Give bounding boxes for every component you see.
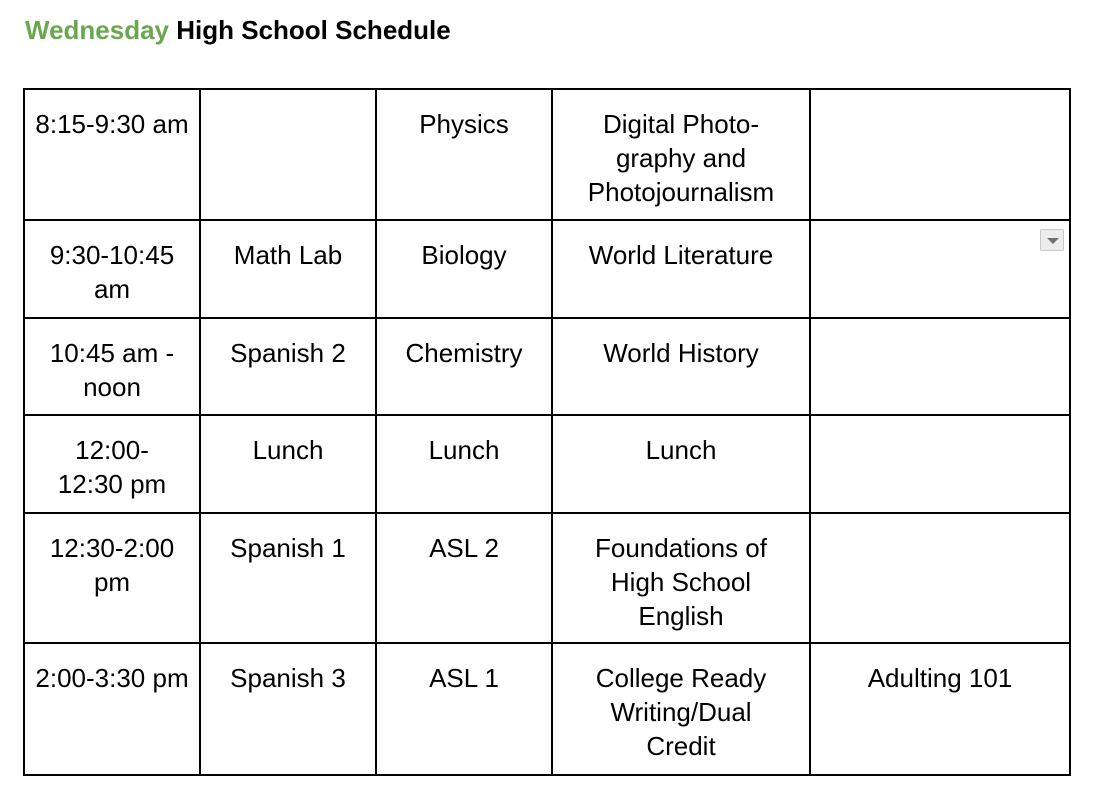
table-cell[interactable]: World Literature — [552, 220, 810, 318]
table-cell[interactable]: Biology — [376, 220, 552, 318]
chevron-down-icon[interactable] — [1040, 229, 1064, 251]
table-cell[interactable]: Digital Photo-graphy and Photojournalism — [552, 89, 810, 220]
time-cell[interactable]: 8:15-9:30 am — [24, 89, 200, 220]
table-cell[interactable]: ASL 2 — [376, 513, 552, 643]
time-cell[interactable]: 10:45 am - noon — [24, 318, 200, 415]
table-row — [24, 643, 1070, 775]
table-cell[interactable]: ASL 1 — [376, 643, 552, 775]
table-cell[interactable]: Lunch — [552, 415, 810, 513]
table-cell-with-dropdown[interactable] — [810, 220, 1070, 318]
table-cell[interactable]: Lunch — [200, 415, 376, 513]
time-cell[interactable]: 9:30-10:45 am — [24, 220, 200, 318]
time-cell[interactable]: 12:00-12:30 pm — [24, 415, 200, 513]
table-cell[interactable] — [810, 318, 1070, 415]
table-cell[interactable]: Adulting 101 — [810, 643, 1070, 775]
table-cell[interactable]: Chemistry — [376, 318, 552, 415]
table-cell[interactable]: Spanish 3 — [200, 643, 376, 775]
table-cell[interactable]: World History — [552, 318, 810, 415]
table-row — [24, 318, 1070, 415]
table-cell[interactable]: Math Lab — [200, 220, 376, 318]
table-cell[interactable]: Spanish 2 — [200, 318, 376, 415]
page-title — [25, 12, 451, 48]
schedule-day: Wednesday — [25, 15, 170, 45]
table-row — [24, 415, 1070, 513]
table-cell[interactable] — [810, 89, 1070, 220]
table-cell[interactable] — [200, 89, 376, 220]
table-cell[interactable] — [810, 415, 1070, 513]
schedule-title: High School Schedule — [176, 15, 451, 45]
table-row — [24, 220, 1070, 318]
table-cell[interactable]: Spanish 1 — [200, 513, 376, 643]
table-cell[interactable]: Physics — [376, 89, 552, 220]
table-cell[interactable] — [810, 513, 1070, 643]
time-cell[interactable]: 2:00-3:30 pm — [24, 643, 200, 775]
table-cell[interactable]: Foundations of High School English — [552, 513, 810, 643]
table-row — [24, 89, 1070, 220]
table-cell[interactable]: College Ready Writing/Dual Credit — [552, 643, 810, 775]
time-cell[interactable]: 12:30-2:00 pm — [24, 513, 200, 643]
table-row — [24, 513, 1070, 643]
schedule-table — [23, 88, 1071, 776]
table-cell[interactable]: Lunch — [376, 415, 552, 513]
